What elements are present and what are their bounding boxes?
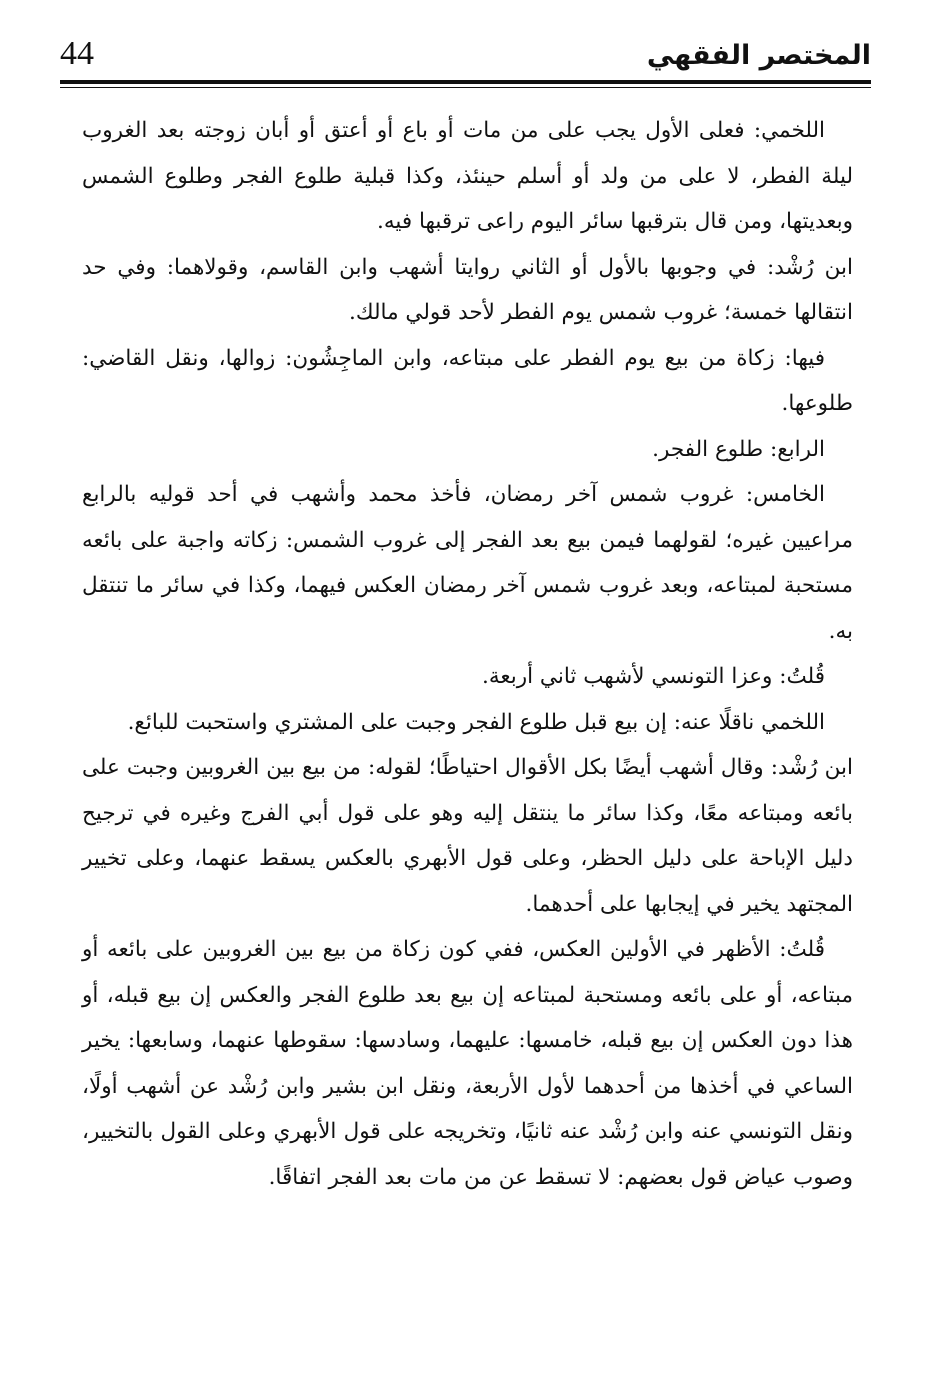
body-text	[82, 108, 853, 1200]
header-rule-thick	[60, 80, 871, 84]
page-number: 44	[60, 35, 94, 72]
paragraph: اللخمي: فعلى الأول يجب على من مات أو باع أو أعتق أو أبان زوجته بعد الغروب ليلة الفطر، لا على من ولد أو أسلم حينئذ، وكذا قبلية طلوع الفجر وطلوع الشمس وبعديتها، ومن قال بترقبها سائر اليوم راعى ترقبها فيه.	[82, 118, 853, 234]
paragraph: ابن رُشْد: في وجوبها بالأول أو الثاني روايتا أشهب وابن القاسم، وقولاهما: وفي حد انتقالها خمسة؛ غروب شمس يوم الفطر لأحد قولي مالك.	[82, 254, 853, 325]
paragraph: الرابع: طلوع الفجر.	[652, 436, 825, 462]
paragraph: قُلتُ: الأظهر في الأولين العكس، ففي كون زكاة من بيع بين الغروبين على بائعه أو مبتاعه، أو على بائعه ومستحبة لمبتاعه إن بيع بعد طلوع الفجر والعكس إن بيع قبله، أو هذا دون العكس إن بيع قبله، خامسها: عليهما، وسادسها: سقوطها عنهما، وسابعها: يخير الساعي في أخذها من أحدهما لأول الأربعة، ونقل ابن بشير وابن رُشْد عن أشهب أولًا، ونقل التونسي عنه وابن رُشْد عنه ثانيًا، وتخريجه على قول الأبهري وعلى القول بالتخيير، وصوب عياض قول بعضهم: لا تسقط عن من مات بعد الفجر اتفاقًا.	[82, 937, 853, 1190]
paragraph: فيها: زكاة من بيع يوم الفطر على مبتاعه، وابن الماجِشُون: زوالها، ونقل القاضي: طلوعها.	[82, 345, 853, 416]
paragraph: ابن رُشْد: وقال أشهب أيضًا بكل الأقوال احتياطًا؛ لقوله: من بيع بين الغروبين وجبت على بائعه ومبتاعه معًا، وكذا سائر ما ينتقل إليه وهو على قول أبي الفرج وغيره في ترجيح دليل الإباحة على دليل الحظر، وعلى قول الأبهري بالعكس يسقط عنهما، وعلى تخيير المجتهد يخير في إيجابها على أحدهما.	[82, 755, 853, 917]
paragraph: الخامس: غروب شمس آخر رمضان، فأخذ محمد وأشهب في أحد قوليه بالرابع مراعيين غيره؛ لقولهما فيمن بيع بعد الفجر إلى غروب الشمس: زكاته واجبة على بائعه مستحبة لمبتاعه، وبعد غروب شمس آخر رمضان العكس فيهما، وكذا في سائر ما تنتقل به.	[82, 482, 853, 644]
header-rule-thin	[60, 87, 871, 88]
paragraph: قُلتُ: وعزا التونسي لأشهب ثاني أربعة.	[482, 664, 825, 689]
paragraph: اللخمي ناقلًا عنه: إن بيع قبل طلوع الفجر وجبت على المشتري واستحبت للبائع.	[127, 709, 825, 735]
book-title: المختصر الفقهي	[646, 40, 871, 71]
page-header	[60, 30, 871, 88]
